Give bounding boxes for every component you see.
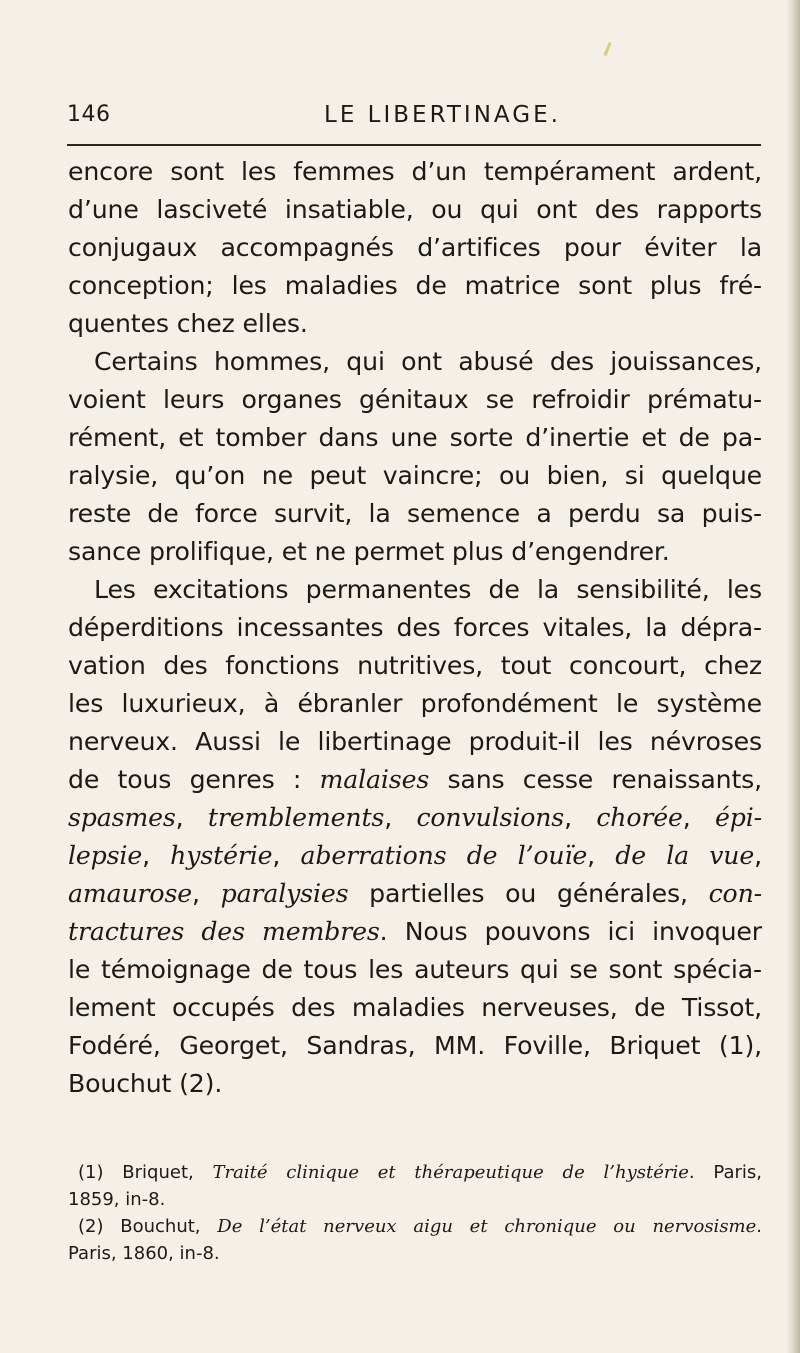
ink-smudge — [603, 42, 611, 56]
text-line-8: rément, et tomber dans une sorte d’inertie et de pa- — [68, 423, 762, 452]
page-header — [67, 98, 757, 138]
text-line-10: reste de force survit, la semence a perdu sa puis- — [68, 499, 762, 528]
text-line-19: lepsie, hystérie, aberrations de l’ouïe, de la vue, — [68, 841, 762, 870]
body-text — [68, 153, 762, 1103]
footnote-2: (2) Bouchut, De l’état nerveux aigu et chronique ou nervosisme. — [78, 1216, 763, 1237]
text-line-1: encore sont les femmes d’un tempérament ardent, — [68, 157, 762, 186]
footnotes — [68, 1159, 762, 1267]
text-line-14: vation des fonctions nutritives, tout concourt, chez — [68, 651, 762, 680]
text-line-11: sance prolifique, et ne permet plus d’engendrer. — [68, 537, 670, 566]
page-edge-shadow — [786, 0, 800, 1353]
header-rule — [67, 144, 761, 146]
text-line-25: Bouchut (2). — [68, 1069, 223, 1098]
text-line-5: quentes chez elles. — [68, 309, 308, 338]
text-line-15: les luxurieux, à ébranler profondément le système — [68, 689, 762, 718]
text-line-16: nerveux. Aussi le libertinage produit-il les névroses — [68, 727, 762, 756]
text-line-4: conception; les maladies de matrice sont plus fré- — [68, 271, 762, 300]
text-line-6: Certains hommes, qui ont abusé des jouissances, — [94, 347, 762, 376]
footnote-1: (1) Briquet, Traité clinique et thérapeutique de l’hystérie. Paris, — [78, 1162, 762, 1183]
text-line-21: tractures des membres. Nous pouvons ici invoquer — [68, 917, 762, 946]
text-line-18: spasmes, tremblements, convulsions, chorée, épi- — [68, 803, 763, 832]
text-line-17: de tous genres : malaises sans cesse renaissants, — [68, 765, 762, 794]
footnote-1-continued: 1859, in-8. — [68, 1189, 166, 1210]
text-line-23: lement occupés des maladies nerveuses, de Tissot, — [68, 993, 762, 1022]
text-line-7: voient leurs organes génitaux se refroidir prématu- — [68, 385, 762, 414]
page-number: 146 — [67, 102, 111, 127]
text-line-2: d’une lasciveté insatiable, ou qui ont des rapports — [68, 195, 762, 224]
text-line-12: Les excitations permanentes de la sensibilité, les — [94, 575, 762, 604]
text-line-20: amaurose, paralysies partielles ou générales, con- — [68, 879, 762, 908]
running-title: LE LIBERTINAGE. — [324, 102, 561, 128]
footnote-2-continued: Paris, 1860, in-8. — [68, 1243, 220, 1264]
text-line-24: Fodéré, Georget, Sandras, MM. Foville, Briquet (1), — [68, 1031, 762, 1060]
text-line-13: déperditions incessantes des forces vitales, la dépra- — [68, 613, 762, 642]
text-line-22: le témoignage de tous les auteurs qui se sont spécia- — [68, 955, 762, 984]
text-line-9: ralysie, qu’on ne peut vaincre; ou bien, si quelque — [68, 461, 762, 490]
text-line-3: conjugaux accompagnés d’artifices pour éviter la — [68, 233, 762, 262]
